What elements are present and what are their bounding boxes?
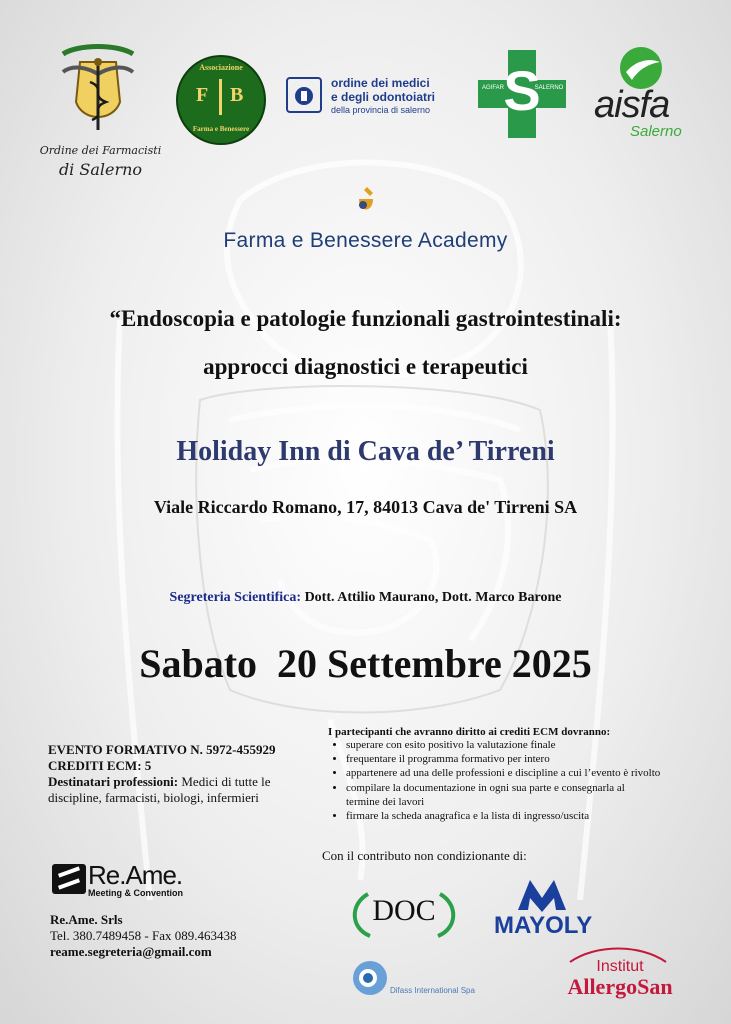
event-code: EVENTO FORMATIVO N. 5972-455929: [48, 742, 276, 757]
reame-company: Re.Ame. Srls: [50, 912, 123, 927]
ecm-requirements: [328, 726, 708, 823]
farmacisti-line2: di Salerno: [58, 160, 143, 179]
agifar-letter: S: [503, 59, 541, 122]
omceo-line3: della provincia di salerno: [331, 105, 431, 115]
fb-association-bottom: Farma e Benessere: [192, 125, 250, 133]
ecm-item: • compilare la documentazione in ogni sua parte e consegnarla al termine dei lavori: [346, 781, 646, 809]
institut-sponsor: Institut: [596, 958, 644, 975]
difass-logo-icon: [352, 960, 388, 996]
contrib-text: Con il contributo non condizionante di:: [322, 848, 527, 863]
segreteria-names: Dott. Attilio Maurano, Dott. Marco Barone: [304, 590, 562, 605]
title-line1: “Endoscopia e patologie funzionali gastrointestinali:: [109, 306, 622, 331]
event-credits: CREDITI ECM: 5: [48, 758, 152, 773]
agifar-left-label: AGIFAR: [481, 85, 504, 91]
segreteria-label: Segreteria Scientifica:: [169, 590, 302, 605]
fb-letter-b: B: [230, 84, 244, 106]
mayoly-sponsor: MAYOLY: [494, 912, 593, 939]
fb-association-logo: [176, 55, 266, 145]
farmacisti-line1: Ordine dei Farmacisti: [39, 144, 162, 157]
fb-caduceus-icon: [219, 79, 222, 115]
aisfa-name: aisfa: [594, 84, 670, 126]
reame-email: reame.segreteria@gmail.com: [50, 944, 212, 959]
fb-association-top: Associazione: [199, 63, 243, 72]
ecm-item: • frequentare il programma formativo per intero: [346, 752, 708, 766]
agifar-right-label: SALERNO: [534, 85, 564, 91]
venue: Holiday Inn di Cava de’ Tirreni: [176, 436, 555, 467]
event-details: [48, 742, 318, 806]
ecm-heading: I partecipanti che avranno diritto ai crediti ECM dovranno:: [328, 726, 611, 738]
aisfa-city: Salerno: [630, 123, 682, 140]
omceo-line1: ordine dei medici: [331, 76, 430, 90]
doc-sponsor: DOC: [372, 894, 436, 927]
allergosan-sponsor: AllergoSan: [567, 974, 673, 999]
ecm-item: • appartenere ad una delle professioni e discipline a cui l’evento è rivolto: [346, 766, 708, 780]
farmacisti-crest-logo: [58, 42, 138, 137]
fb-letter-f: F: [196, 84, 209, 106]
mayoly-m-icon: [516, 878, 568, 912]
difass-sponsor: Difass International Spa: [390, 986, 475, 995]
reame-logo-name: Re.Ame.: [88, 860, 183, 890]
address: Viale Riccardo Romano, 17, 84013 Cava de' Tirreni SA: [153, 497, 578, 517]
omceo-line2: e degli odontoiatri: [331, 90, 435, 104]
reame-logo-sub: Meeting & Convention: [88, 888, 183, 898]
event-date: Sabato 20 Settembre 2025: [139, 641, 592, 686]
academy-name: Farma e Benessere Academy: [223, 229, 508, 252]
event-dest-label: Destinatari professioni:: [48, 774, 179, 789]
ecm-item: • firmare la scheda anagrafica e la lista di ingresso/uscita: [346, 809, 708, 823]
omceo-logo-icon: [286, 77, 322, 113]
event-dest-value: Medici di tutte le discipline, farmacisti, biologi, infermieri: [48, 774, 271, 805]
title-line2: approcci diagnostici e terapeutici: [203, 354, 528, 379]
academy-mortar-icon: [353, 185, 379, 217]
reame-phone: Tel. 380.7489458 - Fax 089.463438: [50, 928, 237, 943]
reame-logo-icon: [52, 864, 86, 894]
segreteria: [0, 590, 731, 606]
ecm-item: • superare con esito positivo la valutazione finale: [346, 738, 708, 752]
reame-info: [50, 912, 237, 960]
